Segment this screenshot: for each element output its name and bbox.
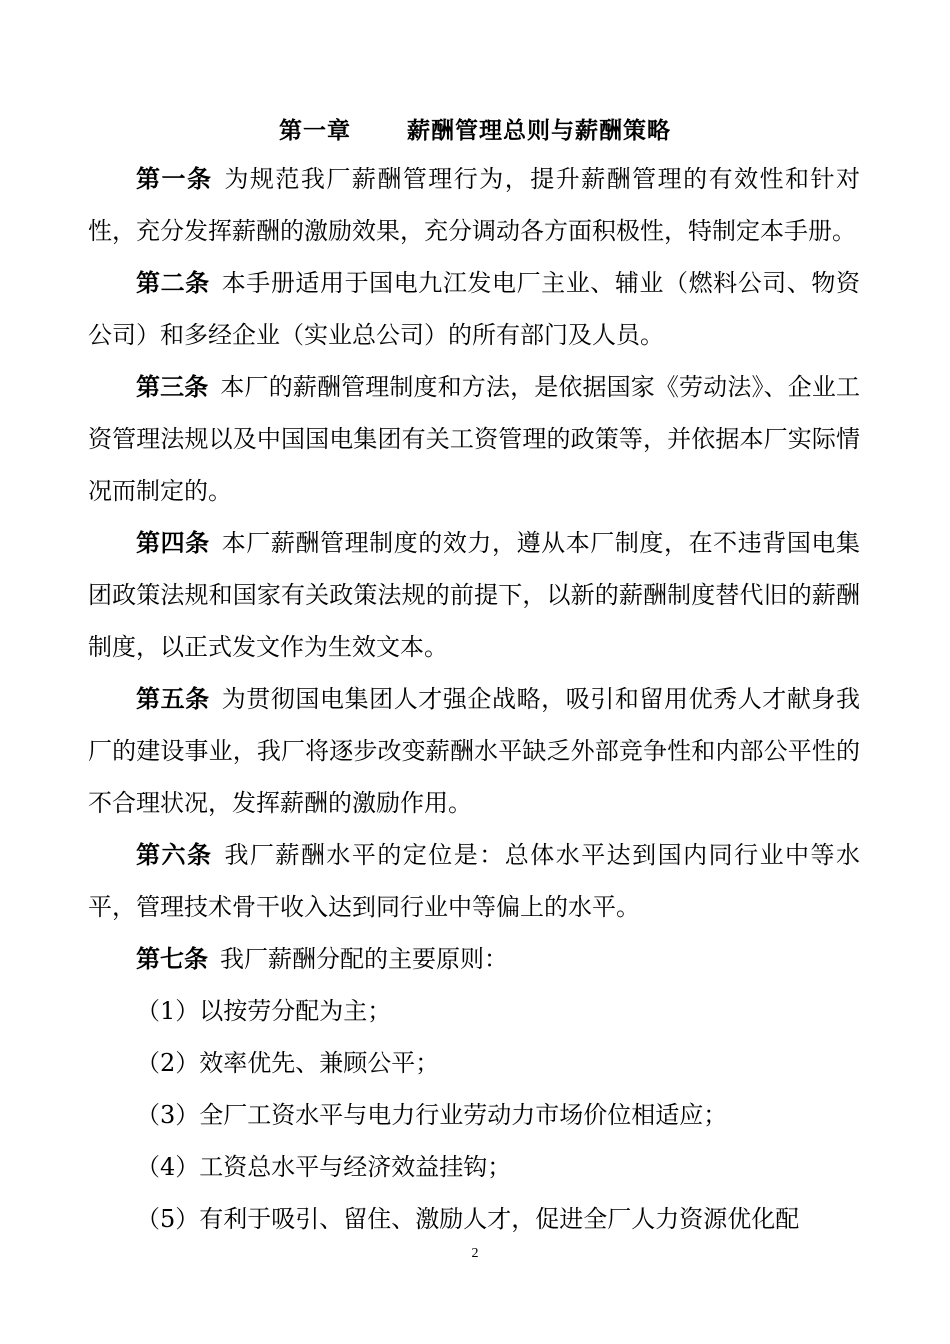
principle-item: （1）以按劳分配为主；	[136, 997, 392, 1025]
article-6	[88, 829, 860, 933]
article-2	[88, 257, 860, 361]
article-label: 第四条	[136, 529, 210, 557]
article-text: 为贯彻国电集团人才强企战略，吸引和留用优秀人才献身我厂的建设事业，我厂将逐步改变薪酬水平缺乏外部竞争性和内部公平性的不合理状况，发挥薪酬的激励作用。	[88, 685, 861, 817]
article-text: 本厂的薪酬管理制度和方法，是依据国家《劳动法》、企业工资管理法规以及中国国电集团有关工资管理的政策等，并依据本厂实际情况而制定的。	[88, 373, 861, 505]
principle-item: （3）全厂工资水平与电力行业劳动力市场价位相适应；	[136, 1101, 728, 1129]
article-text: 我厂薪酬水平的定位是：总体水平达到国内同行业中等水平，管理技术骨干收入达到同行业中等偏上的水平。	[88, 841, 861, 921]
article-label: 第七条	[136, 945, 208, 973]
article-3	[88, 361, 860, 517]
article-7	[88, 933, 860, 985]
article-text: 我厂薪酬分配的主要原则：	[220, 945, 508, 973]
article-label: 第三条	[136, 373, 209, 401]
document-body	[88, 153, 860, 1245]
chapter-number: 第一章	[279, 118, 351, 144]
chapter-heading	[0, 112, 950, 145]
article-5	[88, 673, 860, 829]
article-label: 第六条	[136, 841, 213, 869]
page-number: 2	[471, 1246, 479, 1261]
chapter-title: 薪酬管理总则与薪酬策略	[407, 118, 671, 144]
principle-item: （4）工资总水平与经济效益挂钩；	[136, 1153, 512, 1181]
principle-item: （5）有利于吸引、留住、激励人才，促进全厂人力资源优化配	[136, 1205, 800, 1233]
article-label: 第二条	[136, 269, 210, 297]
article-1	[88, 153, 860, 257]
article-label: 第五条	[136, 685, 210, 713]
principle-item: （2）效率优先、兼顾公平；	[136, 1049, 440, 1077]
article-text: 本厂薪酬管理制度的效力，遵从本厂制度，在不违背国电集团政策法规和国家有关政策法规的前提下，以新的薪酬制度替代旧的薪酬制度，以正式发文作为生效文本。	[88, 529, 861, 661]
article-label: 第一条	[136, 165, 213, 193]
article-text: 本手册适用于国电九江发电厂主业、辅业（燃料公司、物资公司）和多经企业（实业总公司）的所有部门及人员。	[88, 269, 861, 349]
article-text: 为规范我厂薪酬管理行为，提升薪酬管理的有效性和针对性，充分发挥薪酬的激励效果，充分调动各方面积极性，特制定本手册。	[88, 165, 861, 245]
article-4	[88, 517, 860, 673]
